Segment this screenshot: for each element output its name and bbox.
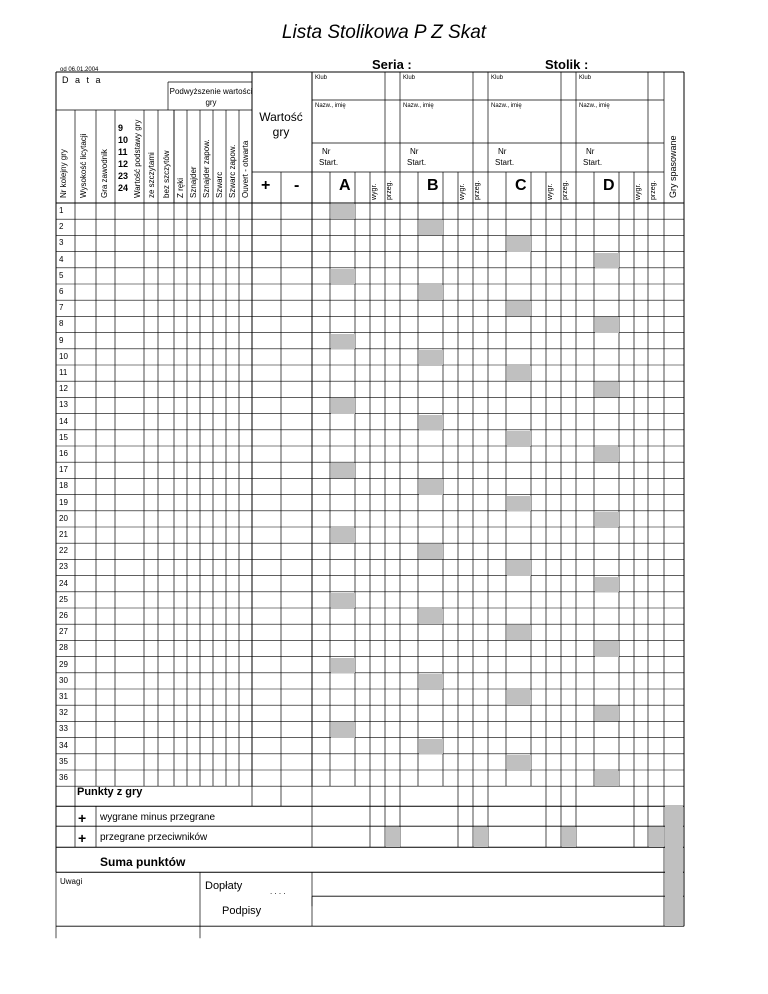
shaded-cell — [595, 512, 619, 527]
row-number: 22 — [59, 546, 68, 556]
row-number: 27 — [59, 627, 68, 637]
shaded-cell — [419, 350, 443, 365]
col-sznajder-zapow: Sznajder zapow. — [202, 139, 211, 198]
col-nr-kolejny: Nr kolejny gry — [59, 149, 68, 198]
base-value: 24 — [118, 183, 129, 193]
shaded-cell — [595, 641, 619, 656]
shaded-cell — [331, 204, 355, 219]
shaded-cell — [507, 236, 531, 251]
player-przeg-label: przeg. — [386, 180, 393, 200]
player-nr-label: Nr — [586, 147, 595, 156]
row-number: 6 — [59, 287, 64, 296]
player-start-label: Start. — [319, 158, 339, 167]
row-number: 13 — [59, 400, 68, 410]
shaded-cell — [474, 827, 488, 847]
wygrane-minus-label: wygrane minus przegrane — [100, 812, 216, 823]
col-ze-szczytami: ze szczytami — [147, 152, 156, 198]
data-label: D a t a — [62, 75, 103, 85]
shaded-cell — [595, 317, 619, 332]
player-klub-label: Klub — [491, 75, 504, 81]
uwagi-label: Uwagi — [60, 877, 83, 886]
player-nr-label: Nr — [410, 147, 419, 156]
podpisy-label: Podpisy — [222, 905, 262, 917]
col-gra-zawodnik: Gra zawodnik — [100, 149, 109, 198]
row-number: 21 — [59, 530, 68, 539]
shaded-cell — [507, 366, 531, 381]
row-number: 31 — [59, 692, 68, 701]
player-klub-label: Klub — [579, 75, 592, 81]
row-number: 14 — [59, 416, 68, 426]
stolik-label: Stolik : — [545, 57, 589, 72]
page-title: Lista Stolikowa P Z Skat — [281, 22, 487, 43]
shaded-cell — [507, 690, 531, 705]
player-start-label: Start. — [583, 158, 603, 167]
player-klub-label: Klub — [403, 75, 416, 81]
shaded-cell — [507, 755, 531, 770]
row-number: 30 — [59, 675, 68, 685]
player-name-label: Nazw., imię — [491, 103, 522, 109]
shaded-cell — [595, 577, 619, 592]
shaded-cell — [419, 285, 443, 300]
punkty-z-gry-label: Punkty z gry — [77, 786, 143, 798]
col-z-reki: Z ręki — [176, 178, 185, 198]
shaded-cell — [331, 334, 355, 349]
seria-label: Seria : — [372, 57, 412, 72]
suma-punktow-label: Suma punktów — [100, 855, 186, 869]
player-klub-label: Klub — [315, 75, 328, 81]
row-number: 10 — [59, 351, 68, 361]
row-number: 5 — [59, 270, 64, 280]
dots-label: . . . . — [270, 887, 286, 896]
player-przeg-label: przeg. — [474, 180, 481, 200]
shaded-cell — [419, 739, 443, 754]
col-szwarc: Szwarc — [215, 171, 224, 198]
row-number: 1 — [59, 206, 64, 215]
row-number: 19 — [59, 497, 68, 507]
col-gry-spasowane: Gry spasowane — [668, 135, 678, 198]
minus-sign: - — [294, 177, 300, 194]
row-number: 36 — [59, 773, 68, 782]
shaded-cell — [386, 827, 400, 847]
row-number: 2 — [59, 222, 64, 232]
player-name-label: Nazw., imię — [315, 103, 346, 109]
player-przeg-label: przeg. — [650, 180, 657, 200]
shaded-cell — [331, 269, 355, 284]
row-number: 8 — [59, 319, 64, 329]
row-number: 9 — [59, 335, 64, 345]
player-letter: B — [427, 177, 439, 194]
shaded-cell — [419, 609, 443, 624]
col-sznajder: Sznajder — [189, 166, 198, 198]
row-number: 7 — [59, 303, 64, 313]
shaded-cell — [331, 398, 355, 413]
base-value: 9 — [118, 123, 124, 133]
col-szwarc-zapow: Szwarc zapow. — [228, 144, 237, 198]
shaded-cell — [507, 431, 531, 446]
shaded-cell — [331, 528, 355, 543]
player-przeg-label: przeg. — [562, 180, 569, 200]
player-wygr-label: wygr. — [635, 183, 642, 200]
shaded-cell — [331, 658, 355, 673]
row-number: 17 — [59, 465, 68, 475]
shaded-cell — [419, 544, 443, 559]
przegrane-przeciwnikow-label: przegrane przeciwników — [100, 832, 208, 843]
player-start-label: Start. — [495, 158, 515, 167]
player-nr-label: Nr — [322, 147, 331, 156]
base-value: 10 — [118, 135, 129, 145]
base-value: 23 — [118, 171, 129, 181]
shaded-cell — [595, 447, 619, 462]
shaded-cell — [595, 253, 619, 268]
player-wygr-label: wygr. — [547, 183, 554, 200]
shaded-cell — [419, 674, 443, 689]
shaded-cell — [419, 479, 443, 494]
shaded-cell — [331, 593, 355, 608]
col-ouvert: Ouvert - otwarta — [241, 140, 250, 198]
player-name-label: Nazw., imię — [403, 103, 434, 109]
shaded-cell — [507, 496, 531, 511]
podwyzszenie-label: Podwyższenie wartości gry — [169, 87, 253, 107]
col-wysokosc: Wysokość licytacji — [79, 133, 88, 198]
shaded-cell — [331, 722, 355, 737]
base-value: 11 — [118, 147, 128, 157]
row-number: 28 — [59, 643, 68, 653]
row-number: 26 — [59, 611, 68, 620]
date-note: od 06.01.2004 — [60, 67, 99, 73]
row-number: 32 — [59, 708, 68, 718]
plus-sign: + — [261, 177, 271, 194]
shaded-cell — [419, 415, 443, 430]
shaded-cell — [595, 382, 619, 397]
shaded-cell — [331, 463, 355, 478]
row-number: 29 — [59, 659, 68, 669]
plus-sign: + — [78, 830, 87, 846]
row-number: 25 — [59, 594, 68, 604]
col-wartosc-podstawy: Wartość podstawy gry — [133, 119, 142, 198]
shaded-cell — [595, 706, 619, 721]
row-number: 3 — [59, 238, 64, 248]
row-number: 35 — [59, 756, 68, 766]
base-values — [118, 122, 128, 194]
shaded-cell — [507, 301, 531, 316]
player-start-label: Start. — [407, 158, 427, 167]
player-nr-label: Nr — [498, 147, 507, 156]
shaded-cell — [419, 220, 443, 235]
player-wygr-label: wygr. — [371, 183, 378, 200]
shaded-cell — [665, 806, 683, 926]
col-bez-szczytow: bez szczytów — [162, 150, 171, 198]
row-number: 4 — [59, 254, 64, 264]
wartosc-gry-label: Wartość gry — [259, 110, 303, 139]
row-number: 23 — [59, 562, 68, 572]
player-letter: D — [603, 177, 615, 194]
plus-sign: + — [78, 810, 87, 826]
row-number: 20 — [59, 513, 68, 523]
shaded-cell — [507, 625, 531, 640]
shaded-cell — [649, 827, 664, 847]
shaded-cell — [507, 560, 531, 575]
row-number: 12 — [59, 384, 68, 394]
shaded-cell — [562, 827, 576, 847]
row-number: 33 — [59, 724, 68, 734]
row-number: 18 — [59, 481, 68, 491]
doplaty-label: Dopłaty — [205, 880, 243, 892]
row-number: 24 — [59, 578, 68, 588]
player-letter: A — [339, 177, 351, 194]
player-wygr-label: wygr. — [459, 183, 466, 200]
row-number: 16 — [59, 449, 68, 458]
row-number: 11 — [59, 368, 68, 377]
player-name-label: Nazw., imię — [579, 103, 610, 109]
shaded-cell — [595, 771, 619, 786]
player-letter: C — [515, 177, 527, 194]
base-value: 12 — [118, 159, 129, 169]
row-number: 15 — [59, 432, 68, 442]
row-number: 34 — [59, 740, 68, 750]
